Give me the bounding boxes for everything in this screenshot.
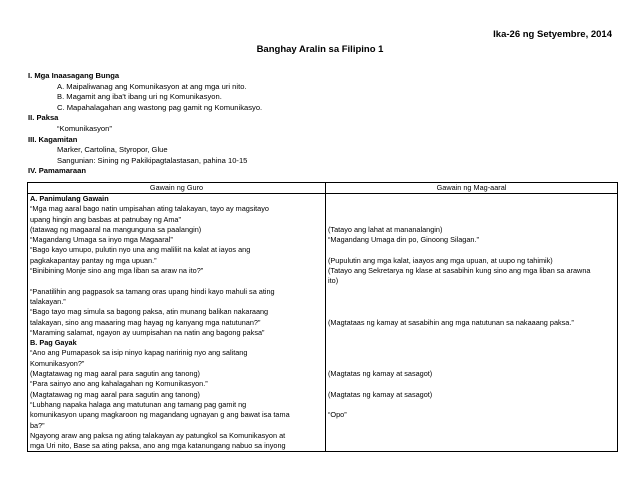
magaaral-line — [328, 307, 615, 317]
magaaral-line: “Opo” — [328, 410, 347, 420]
magaaral-line: (Tatayo ang Sekretarya ng klase at sasabihin kung sino ang mga liban sa arawna — [328, 266, 591, 276]
guro-line: “Mga mag aaral bago natin umpisahan ating talakayan, tayo ay magsitayo — [30, 204, 269, 214]
guro-line: komunikasyon upang magkaroon ng magandang ugnayan g ang bawat isa tama — [30, 410, 290, 420]
magaaral-line — [328, 441, 615, 451]
magaaral-line — [328, 359, 615, 369]
table-header-row — [28, 183, 618, 194]
guro-line: Ngayong araw ang paksa ng ating talakayan ay patungkol sa Komunikasyon at — [30, 430, 286, 440]
table-row — [28, 194, 618, 452]
lesson-outline — [28, 71, 613, 177]
objective-b: B. Magamit ang iba't ibang uri ng Komunikasyon. — [57, 92, 222, 102]
magaaral-line — [328, 245, 615, 255]
document-title: Banghay Aralin sa Filipino 1 — [256, 44, 384, 55]
magaaral-line — [328, 431, 615, 441]
section-heading-kagamitan: III. Kagamitan — [28, 134, 78, 144]
objective-a: A. Maipaliwanag ang Komunikasyon at ang mga uri nito. — [57, 81, 247, 91]
magaaral-cell — [326, 194, 618, 452]
magaaral-line: (Tatayo ang lahat at mananalangin) — [328, 224, 443, 234]
guro-line: mga Uri nito, Base sa ating paksa, ano ang mga katanungang nabuo sa inyong — [30, 441, 286, 451]
guro-line: “Ano ang Pumapasok sa isip ninyo kapag naririnig nyo ang salitang — [30, 348, 248, 358]
kagamitan-materials: Marker, Cartolina, Styropor, Glue — [57, 145, 168, 155]
guro-line: “Lubhang napaka halaga ang matutunan ang tamang pag gamit ng — [30, 399, 247, 409]
magaaral-line — [328, 348, 615, 358]
guro-line: “Para sainyo ano ang kahalagahan ng Komunikasyon.” — [30, 379, 208, 389]
section-heading-bunga: I. Mga Inaasagang Bunga — [28, 71, 120, 80]
guro-line: “Magandang Umaga sa inyo mga Magaaral” — [30, 235, 173, 245]
guro-line: talakayan, sino ang maaaring mag hayag ng kanyang mga natutunan?” — [30, 317, 261, 327]
kagamitan-reference: Sangunian: Sining ng Pakikipagtalastasan, pahina 10-15 — [57, 155, 248, 165]
guro-line: “Bago kayo umupo, pulutin nyo una ang maliliit na kalat at iayos ang — [30, 245, 251, 255]
magaaral-line: “Magandang Umaga din po, Ginoong Silagan.” — [328, 235, 479, 245]
section-heading-pamamaraan: IV. Pamamaraan — [28, 166, 86, 176]
magaaral-line — [328, 287, 615, 297]
magaaral-line — [328, 215, 615, 225]
column-header-guro: Gawain ng Guro — [28, 183, 326, 194]
guro-line: “Binibining Monje sino ang mga liban sa araw na ito?” — [30, 266, 204, 276]
guro-line: talakayan.” — [30, 296, 66, 306]
guro-line — [30, 276, 323, 286]
magaaral-line — [328, 379, 615, 389]
magaaral-line: (Magtataas ng kamay at sasabihin ang mga natutunan sa nakaaang paksa.” — [328, 317, 574, 327]
guro-line: (tatawag ng magaaral na mangunguna sa paalangin) — [30, 224, 202, 234]
guro-line: upang hingin ang basbas at patnubay ng Ama” — [30, 214, 181, 224]
magaaral-line: (Magtatas ng kamay at sasagot) — [328, 389, 433, 399]
guro-line: “Panatilihin ang pagpasok sa tamang oras upang hindi kayo mahuli sa ating — [30, 286, 275, 296]
guro-line: ba?” — [30, 420, 45, 430]
column-header-magaaral: Gawain ng Mag-aaral — [326, 183, 618, 194]
magaaral-line — [328, 328, 615, 338]
lesson-date: Ika-26 ng Setyembre, 2014 — [493, 29, 612, 40]
magaaral-line — [328, 297, 615, 307]
guro-line: “Maraming salamat, ngayon ay uumpisahan na natin ang bagong paksa” — [30, 327, 265, 337]
magaaral-line — [328, 338, 615, 348]
section-label: B. Pag Gayak — [30, 338, 77, 348]
guro-line: pagkakapantay pantay ng mga upuan.” — [30, 255, 157, 265]
section-label: A. Panimulang Gawain — [30, 194, 109, 203]
guro-line: “Bago tayo mag simula sa bagong paksa, atin munang balikan nakaraang — [30, 307, 269, 317]
magaaral-line: ito) — [328, 276, 339, 286]
guro-line: (Magtatawag ng mag aaral para sagutin ang tanong) — [30, 369, 200, 379]
activities-table — [27, 182, 618, 452]
magaaral-line — [328, 400, 615, 410]
guro-line: Komunikasyon?” — [30, 358, 85, 368]
magaaral-line — [328, 421, 615, 431]
magaaral-line: (Magtatas ng kamay at sasagot) — [328, 369, 433, 379]
guro-cell — [28, 194, 326, 452]
section-heading-paksa: II. Paksa — [28, 113, 59, 123]
magaaral-line — [328, 204, 615, 214]
magaaral-line — [328, 194, 615, 204]
magaaral-line: (Pupulutin ang mga kalat, iaayos ang mga upuan, at uupo ng tahimik) — [328, 255, 553, 265]
paksa-value: “Komunikasyon” — [57, 123, 112, 133]
objective-c: C. Mapahalagahan ang wastong pag gamit ng Komunikasyo. — [57, 102, 263, 112]
guro-line: (Magtatawag ng mag aaral para sagutin ang tanong) — [30, 389, 200, 399]
